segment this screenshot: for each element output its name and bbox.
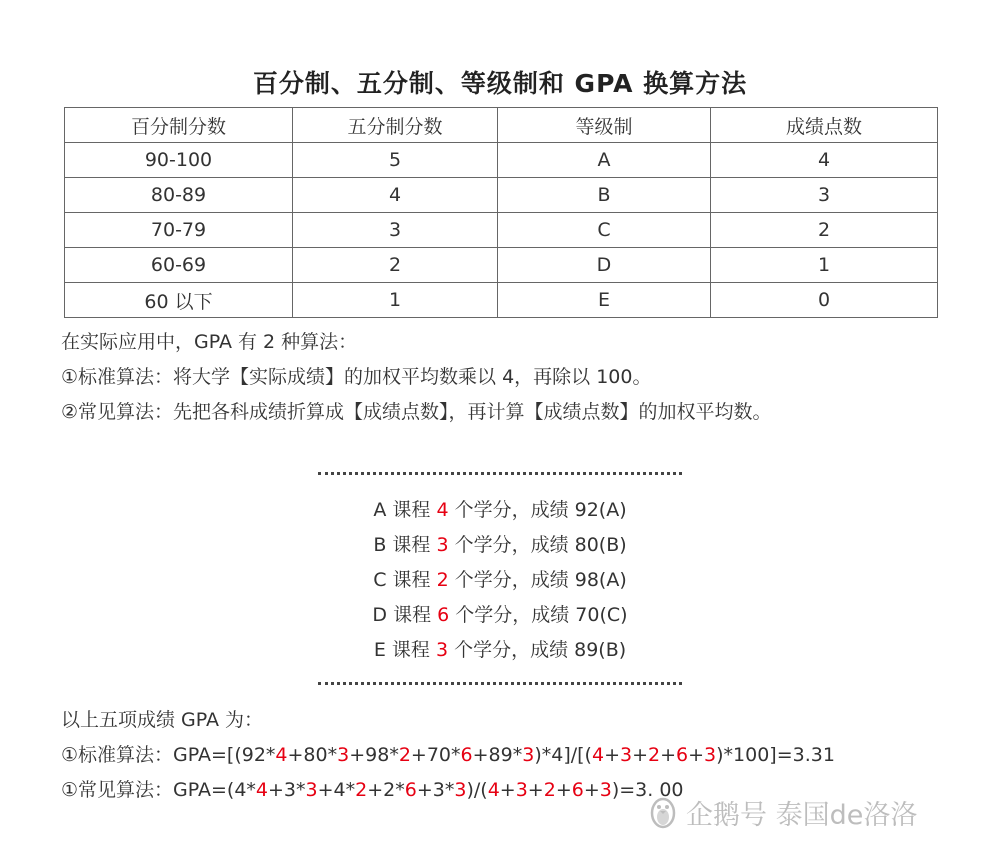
formula-credit-value: 6 bbox=[460, 744, 473, 766]
formula-credit-value: 3 bbox=[454, 779, 467, 801]
formula-text: ①标准算法：GPA=[(92* bbox=[61, 744, 276, 766]
calculation-heading: 以上五项成绩 GPA 为： bbox=[61, 709, 264, 731]
formula-text: + bbox=[688, 744, 705, 766]
table-row bbox=[65, 283, 938, 318]
formula-text: +70* bbox=[410, 744, 461, 766]
table-cell: 60-69 bbox=[65, 248, 293, 283]
table-cell: 60 以下 bbox=[65, 283, 293, 318]
course-label: B 课程 bbox=[373, 534, 437, 556]
table-cell: 0 bbox=[711, 283, 938, 318]
formula-credit-value: 6 bbox=[571, 779, 584, 801]
gpa-conversion-table bbox=[64, 107, 938, 318]
table-cell: E bbox=[498, 283, 711, 318]
formula-credit-value: 2 bbox=[398, 744, 411, 766]
course-credits: 3 bbox=[436, 534, 449, 556]
formula-text: )/( bbox=[466, 779, 488, 801]
course-item bbox=[0, 598, 1000, 633]
course-item bbox=[0, 563, 1000, 598]
formula-text: )*100]=3.31 bbox=[716, 744, 835, 766]
column-header-grade-points: 成绩点数 bbox=[711, 108, 938, 143]
standard-method-description: ①标准算法：将大学【实际成绩】的加权平均数乘以 4，再除以 100。 bbox=[61, 366, 652, 388]
formula-credit-value: 4 bbox=[591, 744, 605, 766]
formula-credit-value: 3 bbox=[704, 744, 717, 766]
course-detail: 个学分，成绩 98(A) bbox=[448, 569, 627, 591]
table-cell: 3 bbox=[711, 178, 938, 213]
course-credits: 3 bbox=[435, 639, 449, 661]
formula-credit-value: 4 bbox=[255, 779, 269, 801]
course-item bbox=[0, 528, 1000, 563]
course-item bbox=[0, 633, 1000, 668]
table-cell: 70-79 bbox=[65, 213, 293, 248]
table-cell: D bbox=[498, 248, 711, 283]
course-detail: 个学分，成绩 80(B) bbox=[448, 534, 627, 556]
table-cell: A bbox=[498, 143, 711, 178]
formula-credit-value: 4 bbox=[487, 779, 500, 801]
dotted-divider-top bbox=[318, 472, 682, 475]
penguin-logo-icon bbox=[648, 795, 678, 829]
table-cell: 3 bbox=[293, 213, 498, 248]
formula-credit-value: 3 bbox=[599, 779, 612, 801]
table-header-row bbox=[65, 108, 938, 143]
formula-credit-value: 3 bbox=[522, 744, 535, 766]
table-row bbox=[65, 248, 938, 283]
watermark-text: 企鹅号 泰国de洛洛 bbox=[686, 799, 918, 831]
formula-text: +3* bbox=[416, 779, 455, 801]
formula-text: +98* bbox=[349, 744, 399, 766]
table-cell: 4 bbox=[293, 178, 498, 213]
formula-text: +4* bbox=[317, 779, 356, 801]
formula-text: + bbox=[632, 744, 648, 766]
dotted-divider-bottom bbox=[318, 682, 682, 685]
formula-text: +80* bbox=[287, 744, 338, 766]
table-cell: B bbox=[498, 178, 711, 213]
course-credits: 4 bbox=[436, 499, 449, 521]
watermark bbox=[648, 792, 917, 832]
formula-credit-value: 3 bbox=[305, 779, 318, 801]
table-cell: 5 bbox=[293, 143, 498, 178]
table-cell: 2 bbox=[711, 213, 938, 248]
formula-credit-value: 3 bbox=[515, 779, 528, 801]
course-list bbox=[0, 493, 1000, 668]
formula-credit-value: 2 bbox=[543, 779, 556, 801]
table-cell: 80-89 bbox=[65, 178, 293, 213]
formula-text: + bbox=[527, 779, 544, 801]
common-method-description: ②常见算法：先把各科成绩折算成【成绩点数】，再计算【成绩点数】的加权平均数。 bbox=[61, 401, 772, 423]
formula-credit-value: 4 bbox=[275, 744, 288, 766]
course-label: D 课程 bbox=[372, 604, 438, 626]
course-credits: 2 bbox=[436, 569, 449, 591]
course-detail: 个学分，成绩 70(C) bbox=[449, 604, 628, 626]
table-row bbox=[65, 178, 938, 213]
table-cell: 1 bbox=[711, 248, 938, 283]
formula-text: )*4]/[( bbox=[534, 744, 592, 766]
standard-formula bbox=[61, 738, 835, 773]
formula-credit-value: 3 bbox=[337, 744, 350, 766]
column-header-five-point: 五分制分数 bbox=[293, 108, 498, 143]
table-cell: 2 bbox=[293, 248, 498, 283]
formula-credit-value: 2 bbox=[355, 779, 368, 801]
formula-text: +2* bbox=[367, 779, 405, 801]
methods-notes bbox=[61, 325, 772, 430]
notes-intro: 在实际应用中，GPA 有 2 种算法： bbox=[61, 331, 358, 353]
formula-text: + bbox=[604, 744, 620, 766]
column-header-grade: 等级制 bbox=[498, 108, 711, 143]
course-detail: 个学分，成绩 92(A) bbox=[448, 499, 627, 521]
course-detail: 个学分，成绩 89(B) bbox=[448, 639, 627, 661]
formula-credit-value: 6 bbox=[676, 744, 689, 766]
formula-text: ①常见算法：GPA=(4* bbox=[61, 779, 256, 801]
table-cell: 1 bbox=[293, 283, 498, 318]
page-title: 百分制、五分制、等级制和 GPA 换算方法 bbox=[252, 69, 748, 98]
formula-text: +3* bbox=[268, 779, 306, 801]
table-row bbox=[65, 213, 938, 248]
formula-text: +89* bbox=[472, 744, 523, 766]
formula-text: + bbox=[555, 779, 572, 801]
column-header-percentage: 百分制分数 bbox=[65, 108, 293, 143]
formula-text: )=3. 00 bbox=[611, 779, 684, 801]
course-item bbox=[0, 493, 1000, 528]
course-credits: 6 bbox=[437, 604, 450, 626]
table-cell: 90-100 bbox=[65, 143, 293, 178]
formula-credit-value: 6 bbox=[404, 779, 417, 801]
table-cell: C bbox=[498, 213, 711, 248]
formula-text: + bbox=[660, 744, 677, 766]
formula-credit-value: 2 bbox=[648, 744, 661, 766]
course-label: A 课程 bbox=[373, 499, 437, 521]
formula-text: + bbox=[583, 779, 600, 801]
table-cell: 4 bbox=[711, 143, 938, 178]
table-row bbox=[65, 143, 938, 178]
course-label: E 课程 bbox=[373, 639, 436, 661]
course-label: C 课程 bbox=[373, 569, 437, 591]
formula-credit-value: 3 bbox=[619, 744, 633, 766]
formula-text: + bbox=[499, 779, 516, 801]
